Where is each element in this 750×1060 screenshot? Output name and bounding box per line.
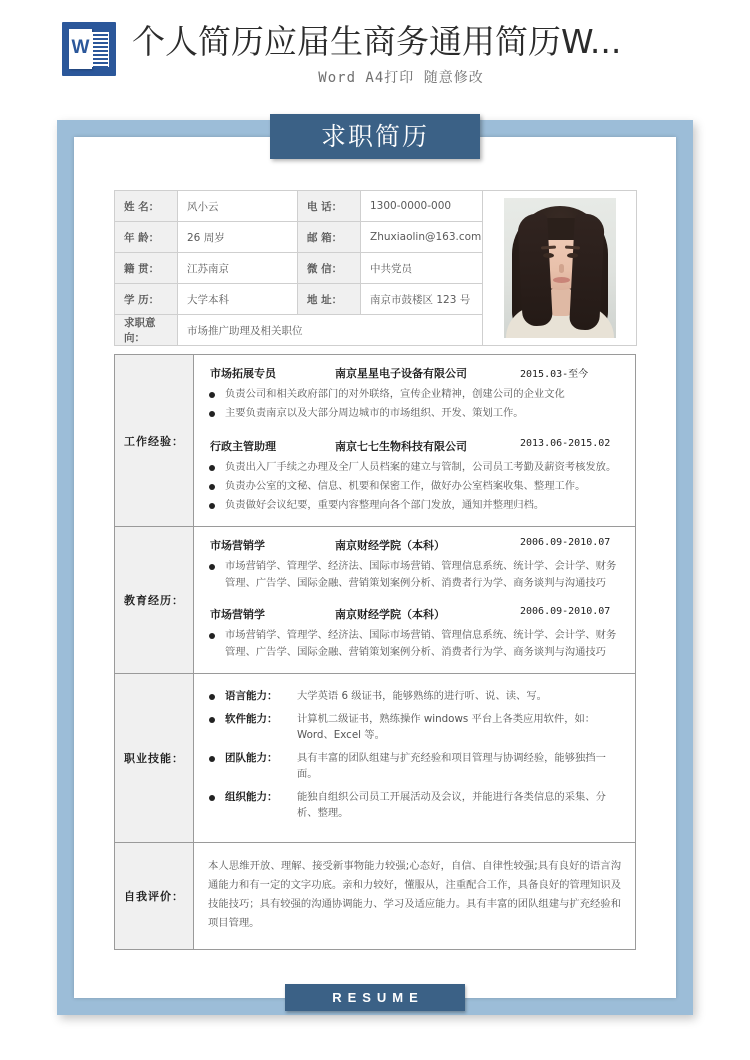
- entry-header: [208, 365, 625, 381]
- entry-date: 2013.06-2015.02: [520, 438, 611, 449]
- page-header: [0, 0, 750, 102]
- resume-title-badge: 求职简历: [270, 114, 480, 159]
- list-item: 市场营销学、管理学、经济法、国际市场营销、管理信息系统、统计学、会计学、财务管理、广告学、国际金融、营销策划案例分析、消费者行为学、商务谈判与沟通技巧: [208, 558, 625, 592]
- name-label: 姓 名：: [115, 191, 178, 222]
- section-body-work: [194, 355, 636, 527]
- entry-bullets: [208, 386, 625, 422]
- entry-major: 市场营销学: [210, 608, 265, 621]
- avatar: [483, 191, 637, 346]
- word-icon-letter: W: [71, 37, 90, 58]
- evaluation-text: 本人思维开放、理解、接受新事物能力较强;心态好，自信、自律性较强;具有良好的语言沟通能力和有一定的文字功底。亲和力较好，懂服从，注重配合工作，具备良好的管理知识及技能技巧；具有较强的沟通协调能力、学习及适应能力。具有丰富的团队组建与扩充经验和项目管理。: [208, 860, 621, 929]
- entry-org: 南京星星电子设备有限公司: [335, 367, 467, 380]
- email-value[interactable]: Zhuxiaolin@163.com: [361, 222, 483, 253]
- section-label-skills: 职业技能：: [115, 674, 194, 843]
- list-item: 负责出入厂手续之办理及全厂人员档案的建立与管制，公司员工考勤及薪资考核发放。: [208, 459, 625, 476]
- objective-value[interactable]: 市场推广助理及相关职位: [178, 315, 483, 346]
- list-item: [208, 688, 625, 704]
- skill-desc: 计算机二级证书，熟练操作 windows 平台上各类应用软件，如：Word、Excel 等。: [297, 713, 596, 741]
- skill-name: 语言能力：: [225, 690, 278, 702]
- skill-name: 组织能力：: [225, 791, 278, 803]
- entry-school: 南京财经学院（本科）: [335, 608, 445, 621]
- page-subtitle: Word A4打印 随意修改: [318, 70, 484, 86]
- resume-footer-badge: RESUME: [285, 984, 465, 1011]
- skills-list: [208, 688, 625, 821]
- applicant-portrait: [504, 198, 616, 338]
- entry-role: 市场拓展专员: [210, 367, 276, 380]
- skills-section: [114, 673, 636, 843]
- list-item: 主要负责南京以及大部分周边城市的市场组织、开发、策划工作。: [208, 405, 625, 422]
- entry-date: 2006.09-2010.07: [520, 606, 611, 617]
- address-label: 地 址：: [298, 284, 361, 315]
- entry-header: [208, 438, 625, 454]
- section-label-education: 教育经历：: [115, 527, 194, 674]
- entry-date: 2015.03-至今: [520, 369, 589, 380]
- entry-org: 南京七七生物科技有限公司: [335, 440, 467, 453]
- resume-content: [114, 190, 636, 950]
- skill-name: 团队能力：: [225, 752, 278, 764]
- skill-desc: 大学英语 6 级证书，能够熟练的进行听、说、读、写。: [297, 690, 547, 702]
- hometown-label: 籍 贯：: [115, 253, 178, 284]
- table-row: [115, 191, 637, 222]
- entry-major: 市场营销学: [210, 539, 265, 552]
- entry-bullets: [208, 459, 625, 514]
- hometown-value[interactable]: 江苏南京: [178, 253, 298, 284]
- section-body-evaluation: [194, 843, 636, 950]
- section-body-education: [194, 527, 636, 674]
- resume-sheet: [74, 137, 676, 998]
- personal-info-table: [114, 190, 637, 346]
- education-entry: [208, 606, 625, 661]
- wechat-label: 微 信：: [298, 253, 361, 284]
- self-evaluation-section: [114, 842, 636, 950]
- education-value[interactable]: 大学本科: [178, 284, 298, 315]
- entry-role: 行政主管助理: [210, 440, 276, 453]
- word-icon-lines: [92, 32, 109, 67]
- list-item: [208, 789, 625, 821]
- page-title: 个人简历应届生商务通用简历W...: [132, 22, 622, 61]
- list-item: 负责公司和相关政府部门的对外联络，宣传企业精神，创建公司的企业文化: [208, 386, 625, 403]
- entry-bullets: [208, 627, 625, 661]
- work-entry: [208, 438, 625, 514]
- section-label-work: 工作经验：: [115, 355, 194, 527]
- education-section: [114, 526, 636, 674]
- wechat-value[interactable]: 中共党员: [361, 253, 483, 284]
- list-item: 市场营销学、管理学、经济法、国际市场营销、管理信息系统、统计学、会计学、财务管理、广告学、国际金融、营销策划案例分析、消费者行为学、商务谈判与沟通技巧: [208, 627, 625, 661]
- entry-school: 南京财经学院（本科）: [335, 539, 445, 552]
- skill-name: 软件能力：: [225, 713, 278, 725]
- age-label: 年 龄：: [115, 222, 178, 253]
- skill-desc: 能独自组织公司员工开展活动及会议，并能进行各类信息的采集、分析、整理。: [297, 791, 606, 819]
- list-item: 负责办公室的文秘、信息、机要和保密工作，做好办公室档案收集、整理工作。: [208, 478, 625, 495]
- education-label: 学 历：: [115, 284, 178, 315]
- skill-desc: 具有丰富的团队组建与扩充经验和项目管理与协调经验，能够独挡一面。: [297, 752, 606, 780]
- section-label-evaluation: 自我评价：: [115, 843, 194, 950]
- name-value[interactable]: 风小云: [178, 191, 298, 222]
- word-icon: [62, 22, 116, 76]
- work-entry: [208, 365, 625, 422]
- education-entry: [208, 537, 625, 592]
- section-body-skills: [194, 674, 636, 843]
- email-label: 邮 箱：: [298, 222, 361, 253]
- entry-header: [208, 606, 625, 622]
- resume-page-frame: [57, 120, 693, 1015]
- age-value[interactable]: 26 周岁: [178, 222, 298, 253]
- list-item: [208, 711, 625, 743]
- objective-label: 求职意向：: [115, 315, 178, 346]
- entry-header: [208, 537, 625, 553]
- phone-label: 电 话：: [298, 191, 361, 222]
- address-value[interactable]: 南京市鼓楼区 123 号: [361, 284, 483, 315]
- header-text-block: [132, 22, 750, 87]
- entry-bullets: [208, 558, 625, 592]
- list-item: 负责做好会议纪要，重要内容整理向各个部门发放，通知并整理归档。: [208, 497, 625, 514]
- entry-date: 2006.09-2010.07: [520, 537, 611, 548]
- work-experience-section: [114, 354, 636, 527]
- list-item: [208, 750, 625, 782]
- word-icon-page: [69, 29, 92, 69]
- phone-value[interactable]: 1300-0000-000: [361, 191, 483, 222]
